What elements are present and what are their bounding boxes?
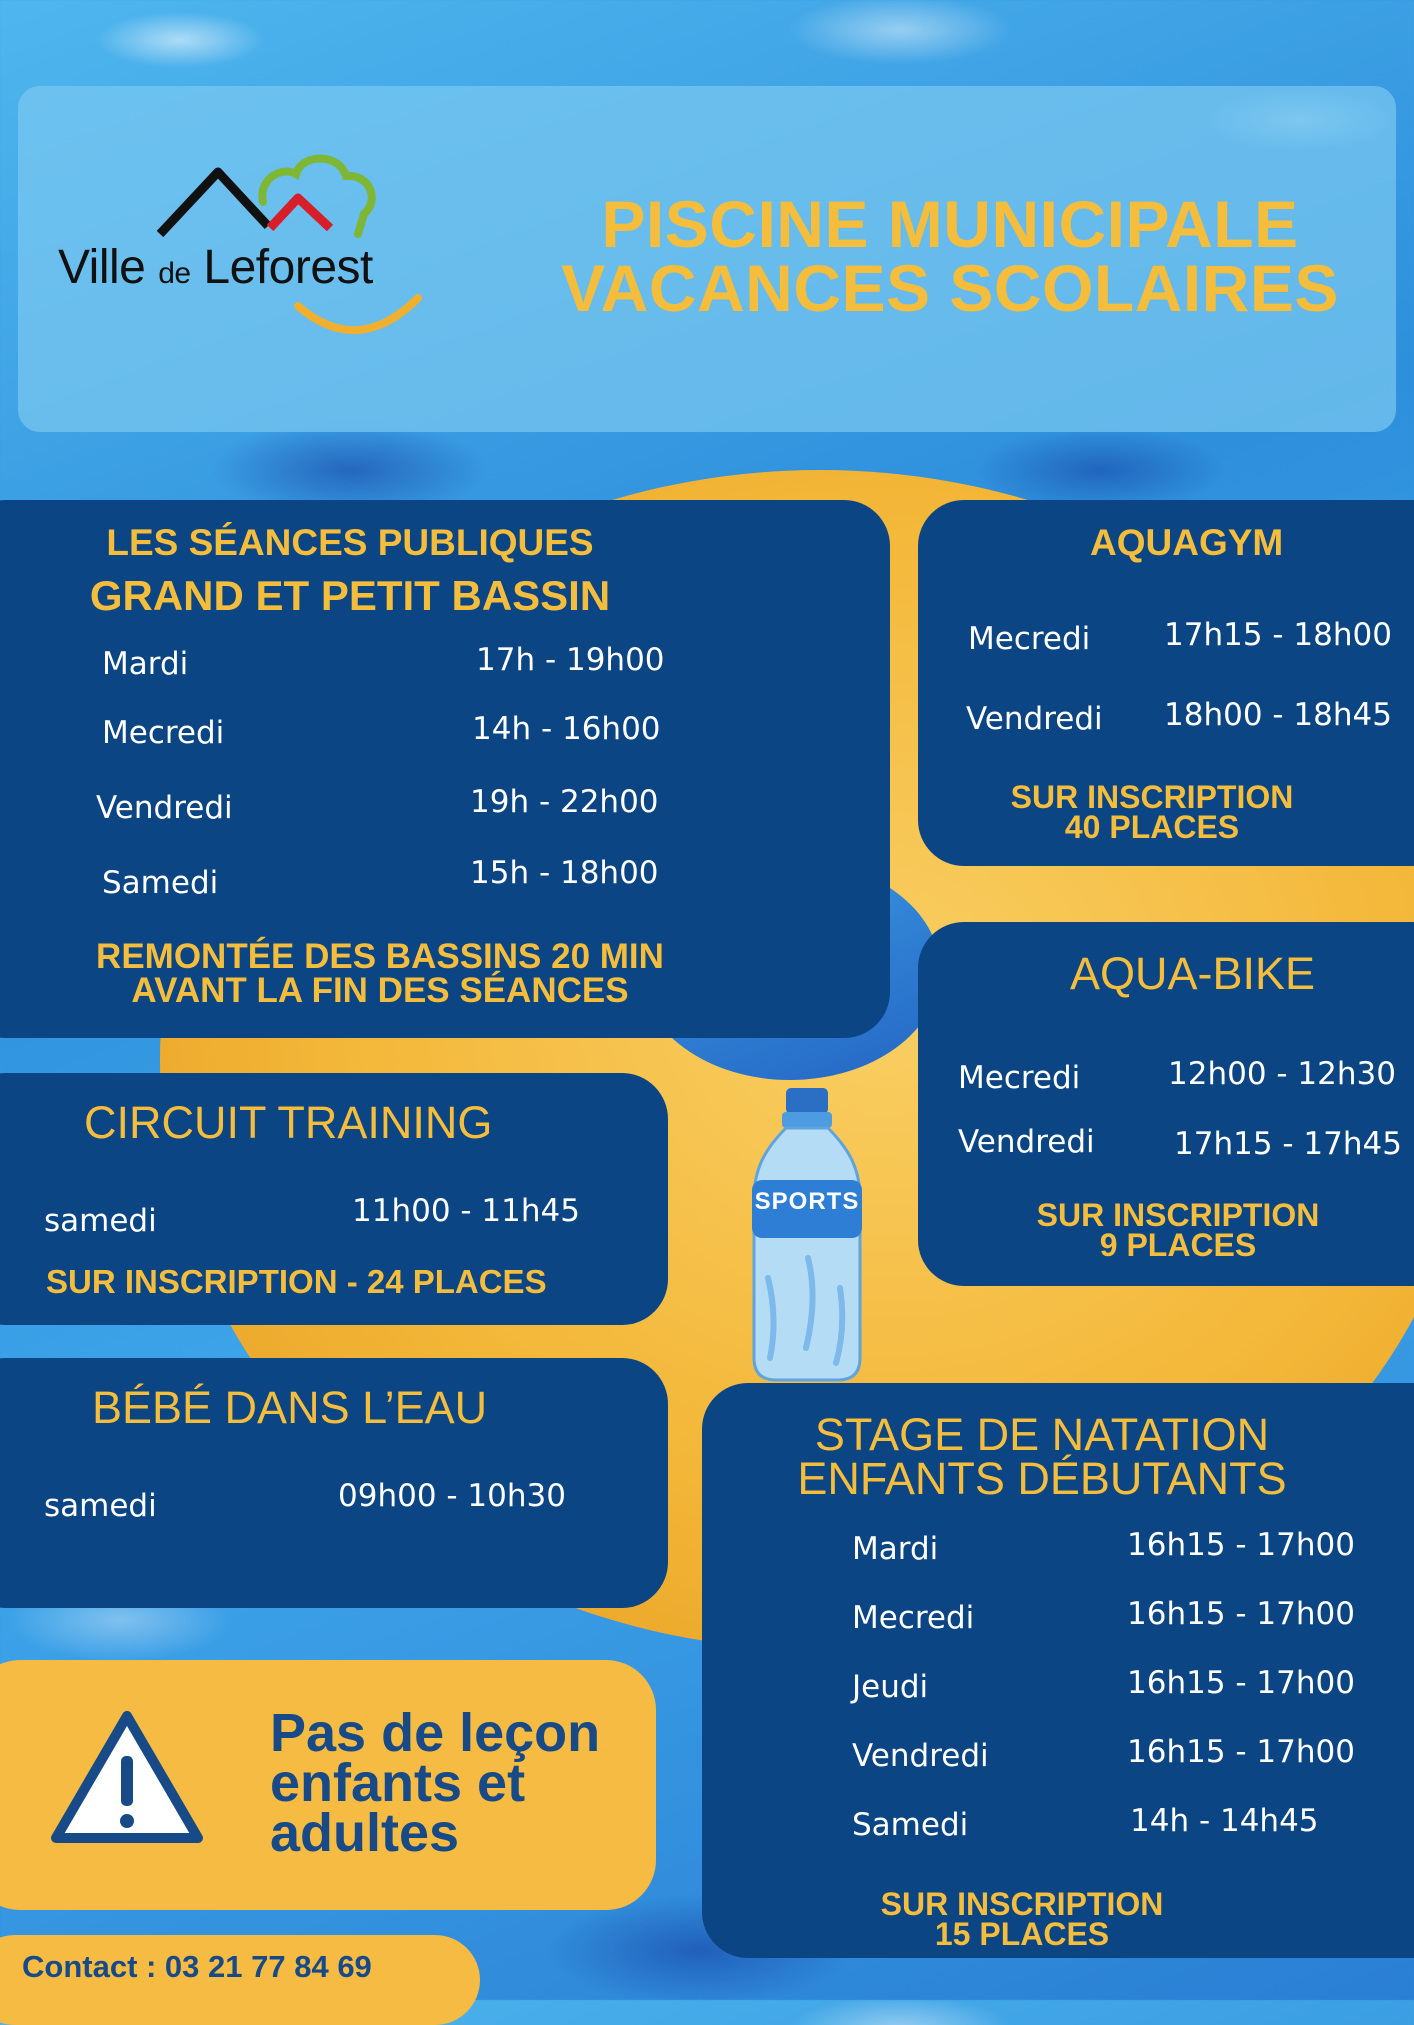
stage-day-5: Samedi: [852, 1807, 969, 1843]
circuit-training-panel: [0, 1073, 668, 1325]
public-time-4: 15h - 18h00: [470, 855, 659, 891]
stage-time-3: 16h15 - 17h00: [1127, 1665, 1355, 1701]
warning-line-3: adultes: [270, 1803, 460, 1863]
public-note-line-1: REMONTÉE DES BASSINS 20 MIN: [96, 937, 664, 976]
aquabike-day-2: Vendredi: [958, 1124, 1095, 1160]
stage-natation-panel: [702, 1383, 1414, 1958]
warning-line-1: Pas de leçon: [270, 1703, 601, 1763]
circuit-note: SUR INSCRIPTION - 24 PLACES: [46, 1263, 547, 1300]
bottle-label: SPORTS: [754, 1188, 860, 1215]
aquabike-note-line-1: SUR INSCRIPTION: [1036, 1197, 1320, 1233]
aquagym-time-1: 17h15 - 18h00: [1164, 617, 1392, 653]
bebe-day: samedi: [44, 1488, 157, 1524]
public-day-3: Vendredi: [96, 790, 233, 826]
stage-day-1: Mardi: [852, 1531, 939, 1567]
bebe-time: 09h00 - 10h30: [338, 1478, 566, 1514]
no-lessons-warning: [0, 1660, 656, 1910]
page-title: [540, 187, 1360, 325]
stage-time-5: 14h - 14h45: [1130, 1803, 1319, 1839]
aquabike-title: AQUA-BIKE: [1070, 948, 1316, 999]
public-day-4: Samedi: [102, 865, 219, 901]
circuit-time: 11h00 - 11h45: [352, 1193, 580, 1229]
public-note-line-2: AVANT LA FIN DES SÉANCES: [131, 971, 629, 1010]
aquagym-title: AQUAGYM: [1090, 522, 1284, 563]
stage-time-1: 16h15 - 17h00: [1127, 1527, 1355, 1563]
aquagym-note-line-2: 40 PLACES: [1064, 809, 1240, 845]
stage-day-2: Mecredi: [852, 1600, 975, 1636]
aquagym-time-2: 18h00 - 18h45: [1164, 697, 1392, 733]
aquagym-panel: [918, 500, 1414, 866]
bebe-title: BÉBÉ DANS L’EAU: [92, 1382, 488, 1433]
stage-time-2: 16h15 - 17h00: [1127, 1596, 1355, 1632]
public-heading-1: LES SÉANCES PUBLIQUES: [106, 522, 594, 563]
bebe-dans-leau-panel: [0, 1358, 668, 1608]
aquagym-note: [972, 779, 1332, 845]
sports-water-bottle-image: [748, 1088, 866, 1383]
contact-phone: Contact : 03 21 77 84 69: [22, 1949, 372, 1984]
logo-wordmark: Ville de Leforest: [58, 241, 373, 294]
public-time-2: 14h - 16h00: [472, 711, 661, 747]
ville-de-leforest-logo: [58, 148, 478, 348]
public-note: [30, 937, 730, 1010]
aquabike-time-1: 12h00 - 12h30: [1168, 1056, 1396, 1092]
warning-line-2: enfants et: [270, 1753, 526, 1813]
stage-day-4: Vendredi: [852, 1738, 989, 1774]
circuit-title: CIRCUIT TRAINING: [84, 1097, 493, 1148]
stage-note-line-2: 15 PLACES: [934, 1916, 1110, 1952]
stage-title: [762, 1409, 1322, 1504]
warning-text: [270, 1703, 601, 1863]
stage-note-line-1: SUR INSCRIPTION: [880, 1886, 1164, 1922]
aquagym-day-2: Vendredi: [966, 701, 1103, 737]
contact-banner: [0, 1935, 480, 2025]
aquabike-note: [998, 1197, 1358, 1263]
stage-title-line-1: STAGE DE NATATION: [814, 1409, 1270, 1460]
title-line-2: VACANCES SCOLAIRES: [561, 251, 1339, 325]
public-sessions-panel: [0, 500, 890, 1038]
circuit-day: samedi: [44, 1203, 157, 1239]
stage-time-4: 16h15 - 17h00: [1127, 1734, 1355, 1770]
public-time-3: 19h - 22h00: [470, 784, 659, 820]
aquabike-day-1: Mecredi: [958, 1060, 1081, 1096]
aquagym-note-line-1: SUR INSCRIPTION: [1010, 779, 1294, 815]
aquabike-time-2: 17h15 - 17h45: [1174, 1126, 1402, 1162]
public-time-1: 17h - 19h00: [476, 642, 665, 678]
aquagym-day-1: Mecredi: [968, 621, 1091, 657]
stage-title-line-2: ENFANTS DÉBUTANTS: [797, 1453, 1287, 1504]
title-line-1: PISCINE MUNICIPALE: [601, 187, 1299, 261]
stage-day-3: Jeudi: [852, 1669, 929, 1705]
aquabike-panel: [918, 922, 1414, 1286]
stage-note: [842, 1886, 1202, 1952]
public-heading-2: GRAND ET PETIT BASSIN: [89, 572, 611, 619]
public-day-2: Mecredi: [102, 715, 225, 751]
public-day-1: Mardi: [102, 646, 189, 682]
aquabike-note-line-2: 9 PLACES: [1099, 1227, 1257, 1263]
warning-triangle-icon: [48, 1708, 206, 1848]
